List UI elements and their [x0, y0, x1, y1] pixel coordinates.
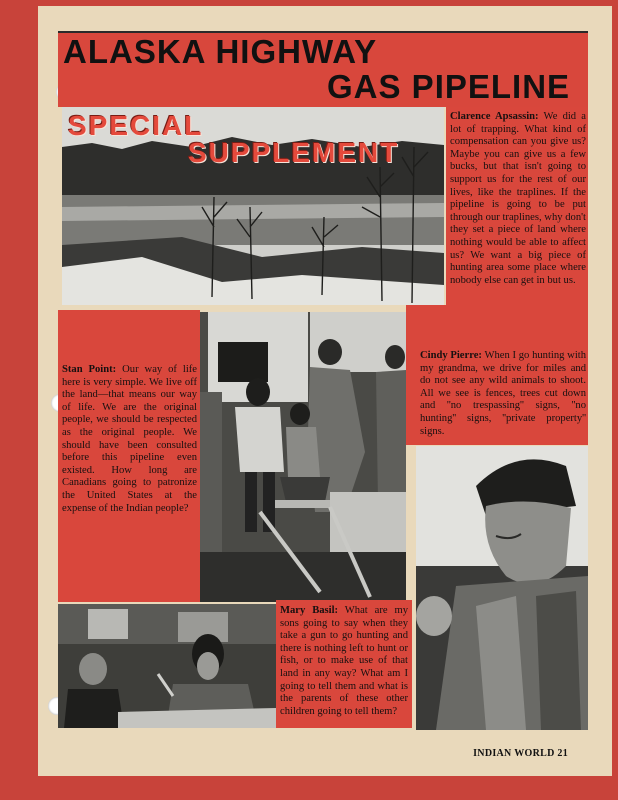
children-photo — [200, 312, 406, 602]
clarence-quote — [450, 111, 586, 287]
mary-quote — [280, 605, 408, 718]
mary-speaker: Mary Basil: — [280, 605, 339, 616]
headline-line1: ALASKA HIGHWAY — [63, 33, 378, 70]
stan-speaker: Stan Point: — [62, 364, 117, 375]
clarence-speaker: Clarence Apsassin: — [450, 111, 539, 122]
special-label: SPECIAL — [68, 110, 204, 141]
supplement-label: SUPPLEMENT — [188, 137, 400, 168]
cindy-text: When I go hunting with my grandma, we drive for miles and do not see any wild animals to shoot. All we see is fences, trees cut down and ''no trespassing'' signs, ''no hunting'' signs, ''private property'' signs. — [420, 350, 587, 437]
stan-text: Our way of life here is very simple. We live off the land—that means our way of life. We are the original people, we should be respected as the original people. We should have been consulted before this pipeline even existed. How long are Canadians going to patronize the United States at the expense of the Indian people? — [62, 364, 197, 514]
clarence-text: We did a lot of trapping. What kind of compensation can you give us? Maybe you can give us a few bucks, but that isn't going to support us for the rest of our lives, like the traplines. If the pipeline is going to be put through our traplines, why don't they set a piece of land where nothing would be able to affect us? We want a big piece of hunting area some place where nobody else can get in but us. — [450, 111, 586, 286]
elder-portrait-photo — [416, 446, 588, 730]
meeting-photo — [58, 604, 276, 728]
cindy-speaker: Cindy Pierre: — [420, 350, 482, 361]
stan-quote — [62, 364, 197, 515]
page-footer: INDIAN WORLD 21 — [473, 748, 568, 759]
mary-text: What are my sons going to say when they take a gun to go hunting and there is nothing left to hunt or fish, or to make use of that land in any way? What am I going to tell them and what is the parents of these other children going to tell them? — [280, 605, 408, 717]
cindy-quote — [420, 350, 586, 438]
headline-line2: GAS PIPELINE — [327, 68, 571, 105]
